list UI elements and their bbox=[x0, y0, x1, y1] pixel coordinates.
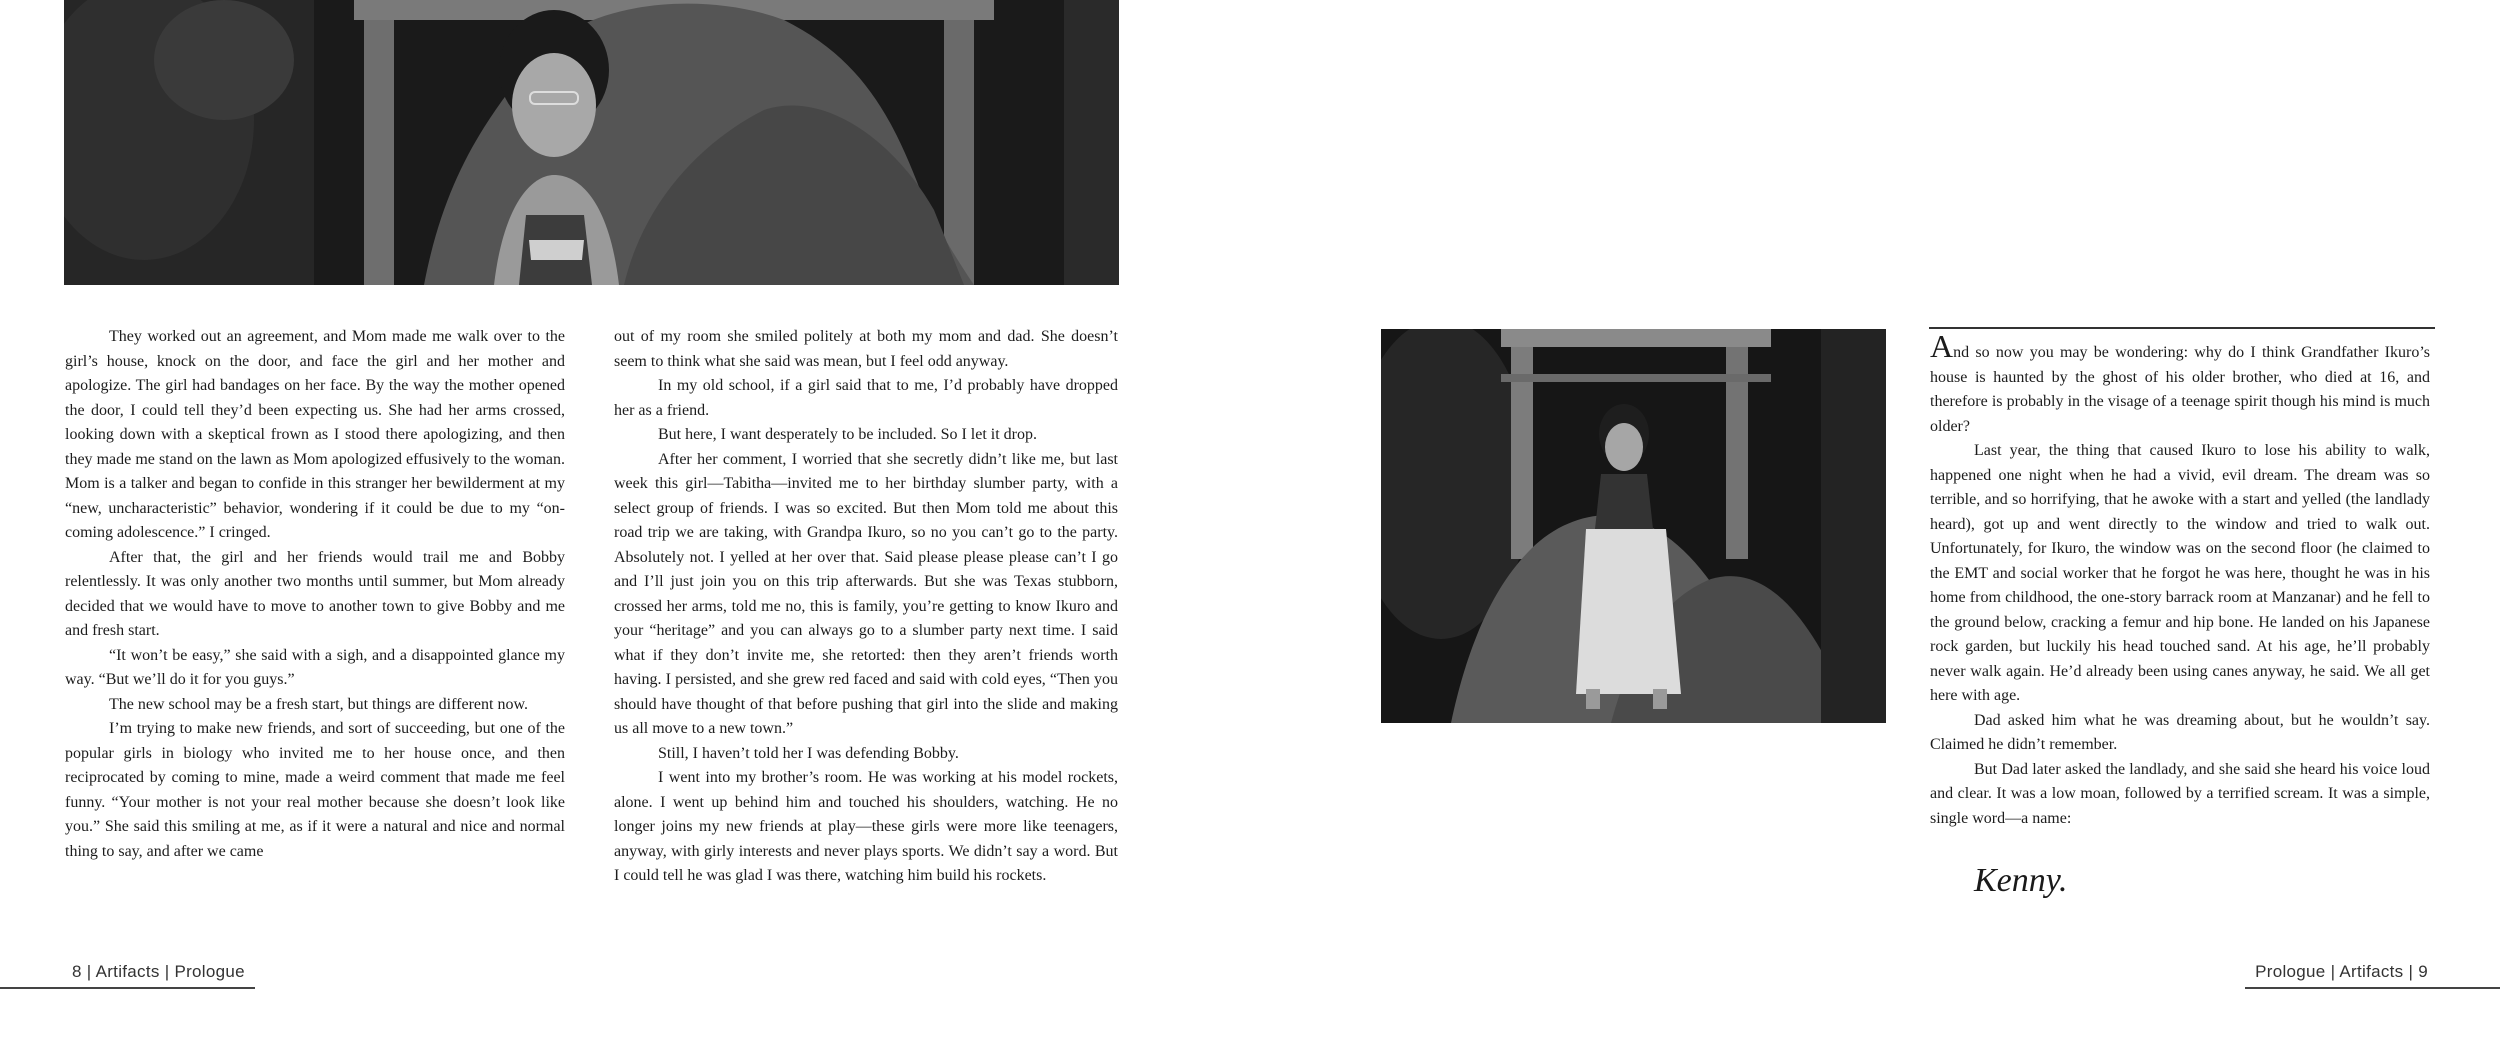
paragraph: They worked out an agreement, and Mom made me walk over to the girl’s house, knock on the door, and face the girl and her mother and apologize. The girl had bandages on her face. By the way the mother opened the door, I could tell they’d been expecting us. She had her arms crossed, looking down with a skeptical frown as I stood there apologizing, and then they made me stand on the lawn as Mom apologized effusively to the woman. Mom is a talker and began to confide in this stranger her bewilderment at my “new, uncharacteristic” behavior, wondering if it could be due to my “on-coming adolescence.” I cringed. bbox=[65, 328, 565, 541]
paragraph: Dad asked him what he was dreaming about, but he wouldn’t say. Claimed he didn’t remember. bbox=[1930, 711, 2430, 753]
first-paragraph bbox=[1930, 328, 2430, 439]
footer-right-page: Prologue | Artifacts | 9 bbox=[2255, 962, 2428, 981]
left-page-column-1 bbox=[65, 325, 565, 864]
photo-girl-at-slide-closeup bbox=[64, 0, 1119, 285]
paragraph: But Dad later asked the landlady, and she said she heard his voice loud and clear. It was a low moan, followed by a terrified scream. It was a simple, single word—a name: bbox=[1930, 760, 2430, 827]
paragraph: After that, the girl and her friends would trail me and Bobby relentlessly. It was only another two months until summer, but Mom already decided that we would have to move to another town to give Bobby and me and fresh start. bbox=[65, 548, 565, 639]
paragraph: Still, I haven’t told her I was defending Bobby. bbox=[658, 744, 959, 762]
handwritten-name-kenny: Kenny. bbox=[1974, 862, 2068, 899]
paragraph: The new school may be a fresh start, but things are different now. bbox=[109, 695, 528, 713]
drop-cap: A bbox=[1930, 328, 1954, 364]
photo-art bbox=[64, 0, 1119, 285]
paragraph: “It won’t be easy,” she said with a sigh, and a disappointed glance my way. “But we’ll do it for you guys.” bbox=[65, 646, 565, 688]
paragraph: I went into my brother’s room. He was working at his model rockets, alone. I went up behind him and touched his shoulders, watching. He no longer joins my new friends at play—these girls were more like teenagers, anyway, with girly interests and never plays sports. We didn’t say a word. But I could tell he was glad I was there, watching him build his rockets. bbox=[614, 769, 1118, 884]
footer-rule-right bbox=[2245, 987, 2500, 989]
paragraph-continuation: out of my room she smiled politely at both my mom and dad. She doesn’t seem to think what she said was mean, but I feel odd anyway. bbox=[614, 328, 1118, 370]
paragraph: I’m trying to make new friends, and sort of succeeding, but one of the popular girls in biology who invited me to her house once, and then reciprocated by coming to mine, made a weird comment that made me feel funny. “Your mother is not your real mother because she doesn’t look like you.” She said this smiling at me, as if it were a natural and nice and normal thing to say, and after we came bbox=[65, 720, 565, 860]
photo-art bbox=[1381, 329, 1886, 723]
first-paragraph-text: nd so now you may be wondering: why do I think Grandfather Ikuro’s house is haunted by the ghost of his older brother, who died at 16, and therefore is probably in the visage of a teenage spirit though his mind is much older? bbox=[1930, 344, 2430, 435]
header-rule bbox=[1929, 327, 2435, 329]
paragraph: After her comment, I worried that she secretly didn’t like me, but last week this girl—Tabitha—invited me to her birthday slumber party, with a select group of friends. I was so excited. But then Mom told me about this road trip we are taking, with Grandpa Ikuro, so no you can’t go to the party. Absolutely not. I yelled at her over that. Said please please please can’t I go and I’ll just join you on this trip afterwards. But she was Texas stubborn, crossed her arms, told me no, this is family, you’re getting to know Ikuro and your “heritage” and you can always go to a slumber party next time. I said what if they don’t invite me, she retorted: then they aren’t friends worth having. I persisted, and she grew red faced and said with cold eyes, “Then you should have thought of that before pushing that girl into the slide and making us all move to a new town.” bbox=[614, 450, 1118, 737]
footer-rule-left bbox=[0, 987, 255, 989]
photo-girl-sitting-on-slide bbox=[1381, 329, 1886, 723]
paragraph: Last year, the thing that caused Ikuro to lose his ability to walk, happened one night when he had a vivid, evil dream. The dream was so terrible, and so horrifying, that he awoke with a start and yelled (the landlady heard), got up and went directly to the window and tried to walk out. Unfortunately, for Ikuro, the window was on the second floor (he claimed to the EMT and social worker that he forgot he was here, thought he was in his home from childhood, the one-story barrack room at Manzanar) and he fell to the ground below, cracking a femur and hip bone. He landed on his Japanese rock garden, but luckily his head touched sand. At his age, he’ll probably never walk again. He’d already been using canes anyway, he said. We all get here with age. bbox=[1930, 442, 2430, 704]
paragraph: But here, I want desperately to be included. So I let it drop. bbox=[658, 426, 1038, 443]
left-page-column-2 bbox=[614, 325, 1118, 889]
paragraph: In my old school, if a girl said that to me, I’d probably have dropped her as a friend. bbox=[614, 377, 1118, 419]
footer-left-page: 8 | Artifacts | Prologue bbox=[72, 962, 245, 981]
right-page-column bbox=[1930, 328, 2430, 831]
